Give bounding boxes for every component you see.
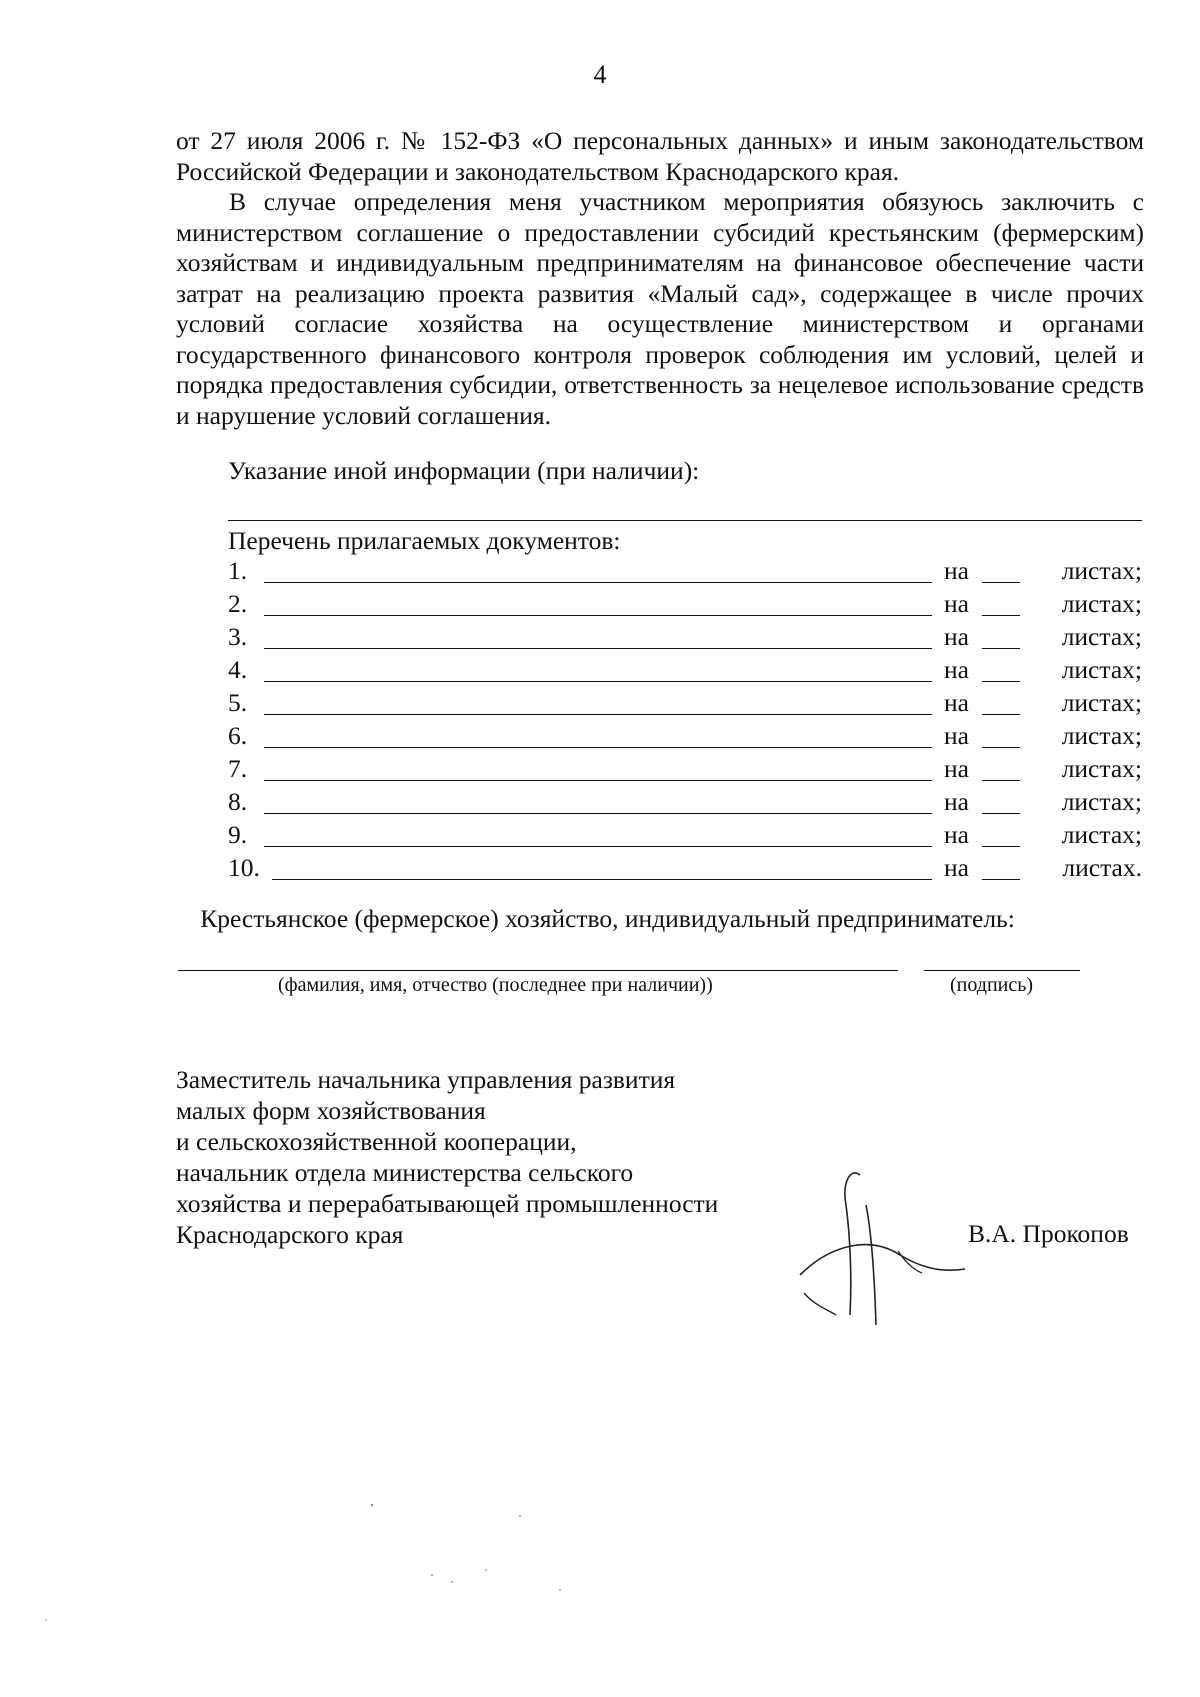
document-sheets: листах; [1061,622,1142,651]
other-info-label: Указание иной информации (при наличии): [228,456,700,485]
document-number: 5. [228,688,248,717]
name-caption: (фамилия, имя, отчество (последнее при наличии)) [278,974,713,996]
document-number: 6. [228,721,248,750]
document-na: на [944,721,969,750]
documents-label: Перечень прилагаемых документов: [228,526,621,555]
document-number: 10. [228,853,260,882]
page-number: 4 [593,60,607,89]
paragraph-1: от 27 июля 2006 г. № 152-ФЗ «О персональных данных» и иным законодательством Российской Федерации и законодательством Краснодарского края. [176,126,1144,186]
document-sheets: листах; [1061,721,1142,750]
document-number: 1. [228,556,248,585]
document-sheets: листах; [1061,556,1142,585]
document-number: 4. [228,655,248,684]
document-sheets: листах; [1061,655,1142,684]
document-na: на [944,622,969,651]
document-number: 3. [228,622,248,651]
document-number: 7. [228,754,248,783]
document-na: на [944,754,969,783]
signatory-title-line: и сельскохозяйственной кооперации, [176,1127,577,1156]
document-na: на [944,655,969,684]
document-sheets: листах. [1062,853,1142,882]
document-na: на [944,556,969,585]
signatory-title-line: Заместитель начальника управления развития [176,1065,676,1094]
signatory-title-line: начальник отдела министерства сельского [176,1158,634,1187]
document-number: 2. [228,589,248,618]
document-sheets: листах; [1061,754,1142,783]
document-sheets: листах; [1061,787,1142,816]
paragraph-2: В случае определения меня участником мероприятия обязуюсь заключить с министерством соглашение о предоставлении субсидий крестьянским (фермерским) хозяйствам и индивидуальным предпринимателям на финансовое обеспечение части затрат на реализацию проекта развития «Малый сад», содержащее в числе прочих условий согласие хозяйства на осуществление министерством и органами государственного финансового контроля проверок соблюдения им условий, целей и порядка предоставления субсидии, ответственность за нецелевое использование средств и нарушение условий соглашения. [176,187,1144,430]
signatory-title-line: малых форм хозяйствования [176,1096,486,1125]
document-sheets: листах; [1061,589,1142,618]
document-number: 8. [228,787,248,816]
document-na: на [944,589,969,618]
document-number: 9. [228,820,248,849]
document-na: на [944,688,969,717]
signature-caption: (подпись) [950,974,1034,996]
signatory-title-line: хозяйства и перерабатывающей промышленности [176,1189,719,1218]
document-sheets: листах; [1061,820,1142,849]
applicant-label: Крестьянское (фермерское) хозяйство, индивидуальный предприниматель: [200,904,1015,933]
signatory-name: В.А. Прокопов [968,1219,1129,1248]
signatory-title-line: Краснодарского края [176,1220,404,1249]
document-na: на [944,853,969,882]
document-sheets: листах; [1061,688,1142,717]
document-na: на [944,787,969,816]
document-na: на [944,820,969,849]
